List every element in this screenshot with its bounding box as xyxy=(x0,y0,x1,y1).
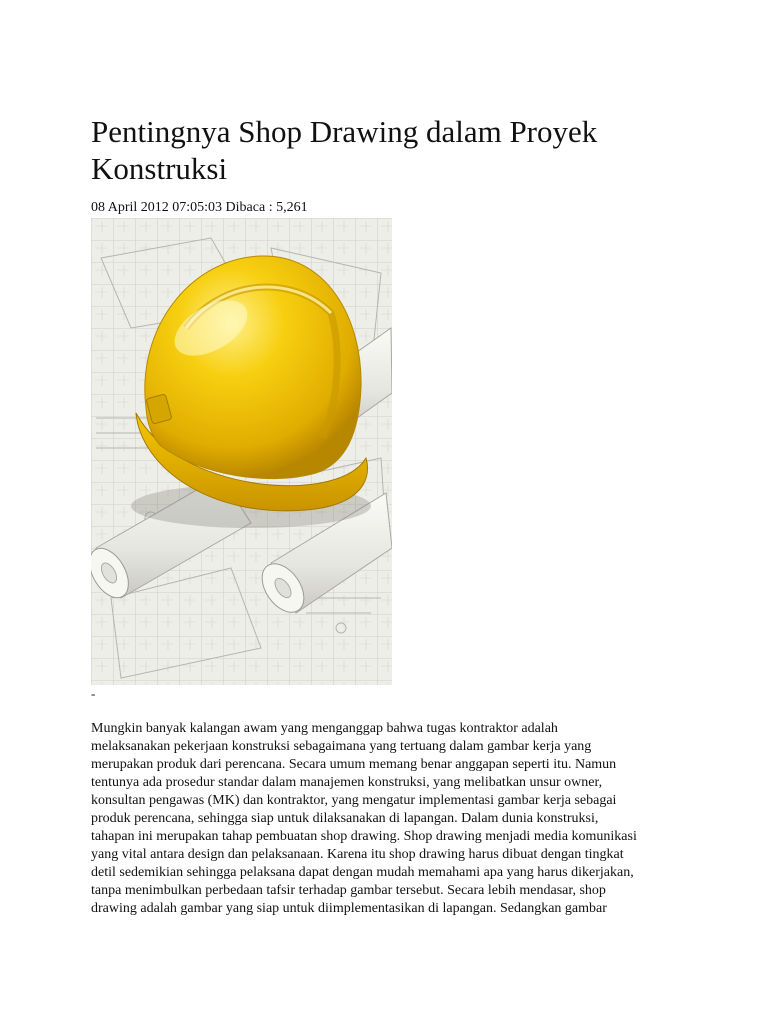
body-line: tentunya ada prosedur standar dalam manajemen konstruksi, yang melibatkan unsur owner, xyxy=(91,775,603,790)
body-line: yang vital antara design dan pelaksanaan. Karena itu shop drawing harus dibuat dengan tingkat xyxy=(91,847,624,862)
article-title-line-1: Pentingnya Shop Drawing dalam Proyek xyxy=(91,114,598,149)
body-line: Mungkin banyak kalangan awam yang menganggap bahwa tugas kontraktor adalah xyxy=(91,721,558,736)
body-line: melaksanakan pekerjaan konstruksi sebagaimana yang tertuang dalam gambar kerja yang xyxy=(91,739,592,754)
body-line: merupakan produk dari perencana. Secara umum memang benar anggapan seperti itu. Namun xyxy=(91,757,617,772)
separator-dash: - xyxy=(91,686,96,701)
body-line: produk perencana, sehingga siap untuk dilaksanakan di lapangan. Dalam dunia konstruksi, xyxy=(91,811,599,826)
article-title-line-2: Konstruksi xyxy=(91,151,228,186)
hard-hat-illustration xyxy=(91,218,392,685)
body-line: drawing adalah gambar yang siap untuk diimplementasikan di lapangan. Sedangkan gambar xyxy=(91,901,607,916)
article-title xyxy=(91,113,691,187)
body-line: konsultan pengawas (MK) dan kontraktor, yang mengatur implementasi gambar kerja sebagai xyxy=(91,793,617,808)
article-meta: 08 April 2012 07:05:03 Dibaca : 5,261 xyxy=(91,200,308,215)
body-line: tanpa menimbulkan perbedaan tafsir terhadap gambar tersebut. Secara lebih mendasar, shop xyxy=(91,883,606,898)
hard-hat-blueprint-photo xyxy=(91,218,392,685)
body-line: tahapan ini merupakan tahap pembuatan shop drawing. Shop drawing menjadi media komunikasi xyxy=(91,829,637,844)
body-line: detil sedemikian sehingga pelaksana dapat dengan mudah memahami apa yang harus dikerjakan, xyxy=(91,865,634,880)
article-body xyxy=(91,720,691,918)
